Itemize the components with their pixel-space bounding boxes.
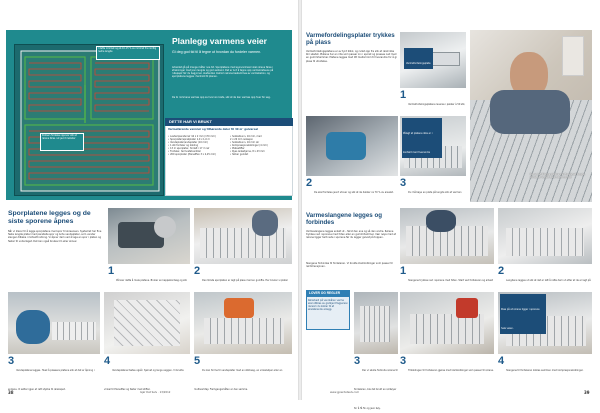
step-photo-1 (108, 208, 190, 264)
materials-item: • Sporplater/sprakplater 1,0 x 1,0 m (168, 138, 210, 141)
map-callout-top (96, 46, 160, 60)
right-body-1: Varmefordelingsplatene er av tynt blikk, og rullet opp fra slik at røret ikke blir skadet. Platene har en rille som passer inn i sporet og presses ned med en gummihammer. Platene legges med litt mellomrom til hverandre for å gi plass til utvidelse. (306, 50, 397, 63)
footer-url[interactable]: www.gjoerdetselv.com (330, 391, 360, 394)
step-4 (104, 356, 190, 394)
step-number: 2 (194, 265, 201, 277)
step-text: Tilkoblingen til fordeleren gjøres med klemkoblinger som passer til rørene. (408, 369, 494, 372)
step-5 (194, 356, 292, 394)
step-text: Pål sier dette å male platene. Bruker en kappebordsag og slik (116, 279, 187, 282)
tip-callout-text: Pålagt at platene ikke er i kontakt med hverandre (403, 132, 433, 154)
step-text: Slangene trykkes ned i sporene med foten. Start ved fordeleren og arbeid (408, 279, 494, 282)
materials-item: • Sikker gulvlist (230, 153, 249, 156)
right-body-2: Varmeslangene legges enkelt ut – først den ene og så den andre. Rørene trykkes ned i sporene med foten eller en gummihammer. Vær nøye med at rørene ligger helt nede i sporene før du legger gulvet på toppen. (306, 230, 396, 240)
materials-item: 2 x 20 mm isolasjon (230, 138, 254, 141)
step-number: 4 (104, 355, 111, 367)
materials-item: • Fordeler, termostatventiler (168, 150, 201, 153)
planning-lead: Gi deg god tid til å tegne ut hvordan du fordeler varmen. (172, 50, 262, 54)
rules-box-header (306, 290, 350, 297)
floor-plan-map (14, 44, 164, 196)
materials-item: • Vendeplater/endeplater (10 mm) (168, 141, 208, 144)
materials-item: • Ryss ladestjerne, 8 x 43 mm (230, 150, 265, 153)
map-callout-top-text: I dette rommet og på 10–15 % av rommet fra nordlig nedre lengde (98, 47, 157, 53)
materials-list-a (168, 135, 228, 156)
step-number: 4 (498, 355, 505, 367)
step-text: Du må bøye en plate på lengde slik at varmen (408, 191, 462, 194)
planning-title: Planlegg varmens veier (172, 36, 267, 46)
photo-r4 (400, 208, 494, 264)
step-tip-callout-text: Pass på at rørene ligger i sporene hele veien. (501, 308, 540, 330)
materials-box-header (165, 118, 293, 126)
step-text: Lengdene legges ut slik at det er lett å rette dem ut etter at de er lagt på (506, 279, 591, 282)
step-number: 2 (306, 177, 313, 189)
spine (298, 0, 302, 400)
step-text: Der vi skulle forbinde rørene til fordeleren, ble det brukt en rørbøyer for å få fin og jevn bøy. (354, 369, 398, 410)
step-number: 3 (354, 355, 361, 367)
step-r2 (306, 178, 398, 197)
grinder-photo (306, 116, 398, 176)
section2-title: Sporplatene legges og de siste sporene åpnes (8, 210, 91, 225)
step-number: 5 (194, 355, 201, 367)
step-r7 (400, 356, 494, 375)
step-r6 (354, 356, 398, 413)
step-text: Vendeplatene festes også i hjørnet og langs veggen. Vi brukte vinkel til Planelflex og fester med stifter. (104, 369, 184, 391)
step-text: Varmefordelingsplatene leveres i pakker à 50 stk, (408, 103, 466, 106)
plate-label (404, 48, 433, 69)
map-callout-bottom-text: Kretsen fordeles oppover slik at rørene føres i et jevnt mønster (42, 134, 77, 140)
materials-list-b (230, 135, 290, 156)
map-callout-bottom (40, 133, 84, 151)
planning-body: Arbeidet gå på mange måter noe tid. Sporplatene med sporvarmerør skal rørene føres i strekninger med jevn lengde og god avstand. Det er lurt å tegne opp varmekretsene på rutepapir før du begynner. Avstanden mellom rørene bestemmes av varmebehov, og sporplatene legges i henhold til planen. (172, 66, 274, 78)
rules-box-title: LOVER OG REGLER (309, 291, 340, 295)
plate-label-text: Varmefordelingsplate (406, 62, 431, 65)
right-page-number: 39 (584, 390, 590, 395)
rules-box-body: Rørarbeid på vannbåren varme skal utføres av godkjent fagperson dersom du kobler til et eksisterende anlegg. (308, 299, 348, 311)
step-text: De skal fordeles jevnt utover og slik at de dekker ca 70 % av arealet. (314, 191, 394, 194)
materials-item: • Kompressjonskoblinger (4 mm) (230, 144, 268, 147)
step-number: 3 (400, 177, 407, 189)
materials-box-title: DETTE HAR VI BRUKT (169, 119, 212, 124)
photo-r7 (400, 292, 494, 354)
step-text: Vendeplatene legges. Husk å plassere platene slik at det er åpning i endene. Vi setter igjen et rett stykke til rørskapet. (8, 369, 95, 391)
materials-item: • 1 stk fordeler og kobling (168, 144, 199, 147)
step-number: 1 (400, 89, 407, 101)
step-text: Den første sporplaten er lagt på plass med en gulvflis. Her bruker vi plater (202, 279, 288, 282)
step-text: Slangene til fordeleren kobles sammen med kompresjonskoblinger. (506, 369, 584, 372)
planning-body-2: De to rommene varmes opp av hver sin krets, slik at de kan varmes opp hver for seg. (172, 96, 271, 99)
photo-r6 (354, 292, 398, 354)
step-r8 (498, 356, 592, 375)
step-photo-3 (8, 292, 100, 354)
step-number: 1 (400, 265, 407, 277)
materials-item: • Sokkelbunn, 16 mm rør (230, 141, 260, 144)
hero-photo-caption: Det er lurt å legge platene med forskjøvet lengde, så det blir en pen bane rundt rommet (530, 173, 586, 179)
step-text: Du kan forme til vendeplater med en stikksag, en vinkelsliper eller en multiverktøy. Fremgangsmåten er den samme. (194, 369, 283, 391)
photo-r5 (498, 208, 592, 264)
step-number: 3 (8, 355, 15, 367)
left-page-number: 38 (8, 390, 14, 395)
step-photo-4 (104, 292, 190, 354)
left-magazine-name: Gjør Det Selv · 13/2012 (140, 391, 171, 394)
materials-box-subtitle: Varmeførende vannrør og tilhørende deler til 40 m² gulvareal (168, 128, 258, 131)
right-body-2b: Slangene forbindes til fordeleren. Vi brukte klemkoblinger som passer til rørdimensjonen. (306, 262, 393, 269)
step-number: 2 (498, 265, 505, 277)
tip-callout (402, 118, 442, 158)
section2-body: Når vi klarer til å legge sporplatene med spor til skreensen. Systemet har fine faste lengde plater med parallelle spor og lurte vendeplater, som vender slangen tilbake i motsatt retning. Vi åpner dem ved å lage en spor i platen og fester til underlaget. Det kan også brukes lim eller skruer. (8, 230, 102, 243)
step-photo-2 (194, 208, 292, 264)
right-title-1: Varmefordelingsplater trykkes på plass (306, 32, 395, 47)
materials-item: • 200 sporplater (Planelflex 3 x 2,25 mm) (168, 153, 216, 156)
materials-item: • Sokkelbunn, 16 mm, med (230, 135, 262, 138)
step-3 (8, 356, 100, 394)
right-title-2: Varmeslangene legges og forbindes (306, 212, 382, 227)
step-tip-callout (500, 294, 546, 334)
step-number: 1 (108, 265, 115, 277)
materials-item: • Lavtemperaturrør 16 x 2 mm (170 mm) (168, 135, 216, 138)
step-number: 3 (400, 355, 407, 367)
materials-item: • Platestifter (230, 147, 245, 150)
step-photo-5 (194, 292, 292, 354)
materials-item: • 13 m sporplater, fordelt i 17 m rør (168, 147, 210, 150)
